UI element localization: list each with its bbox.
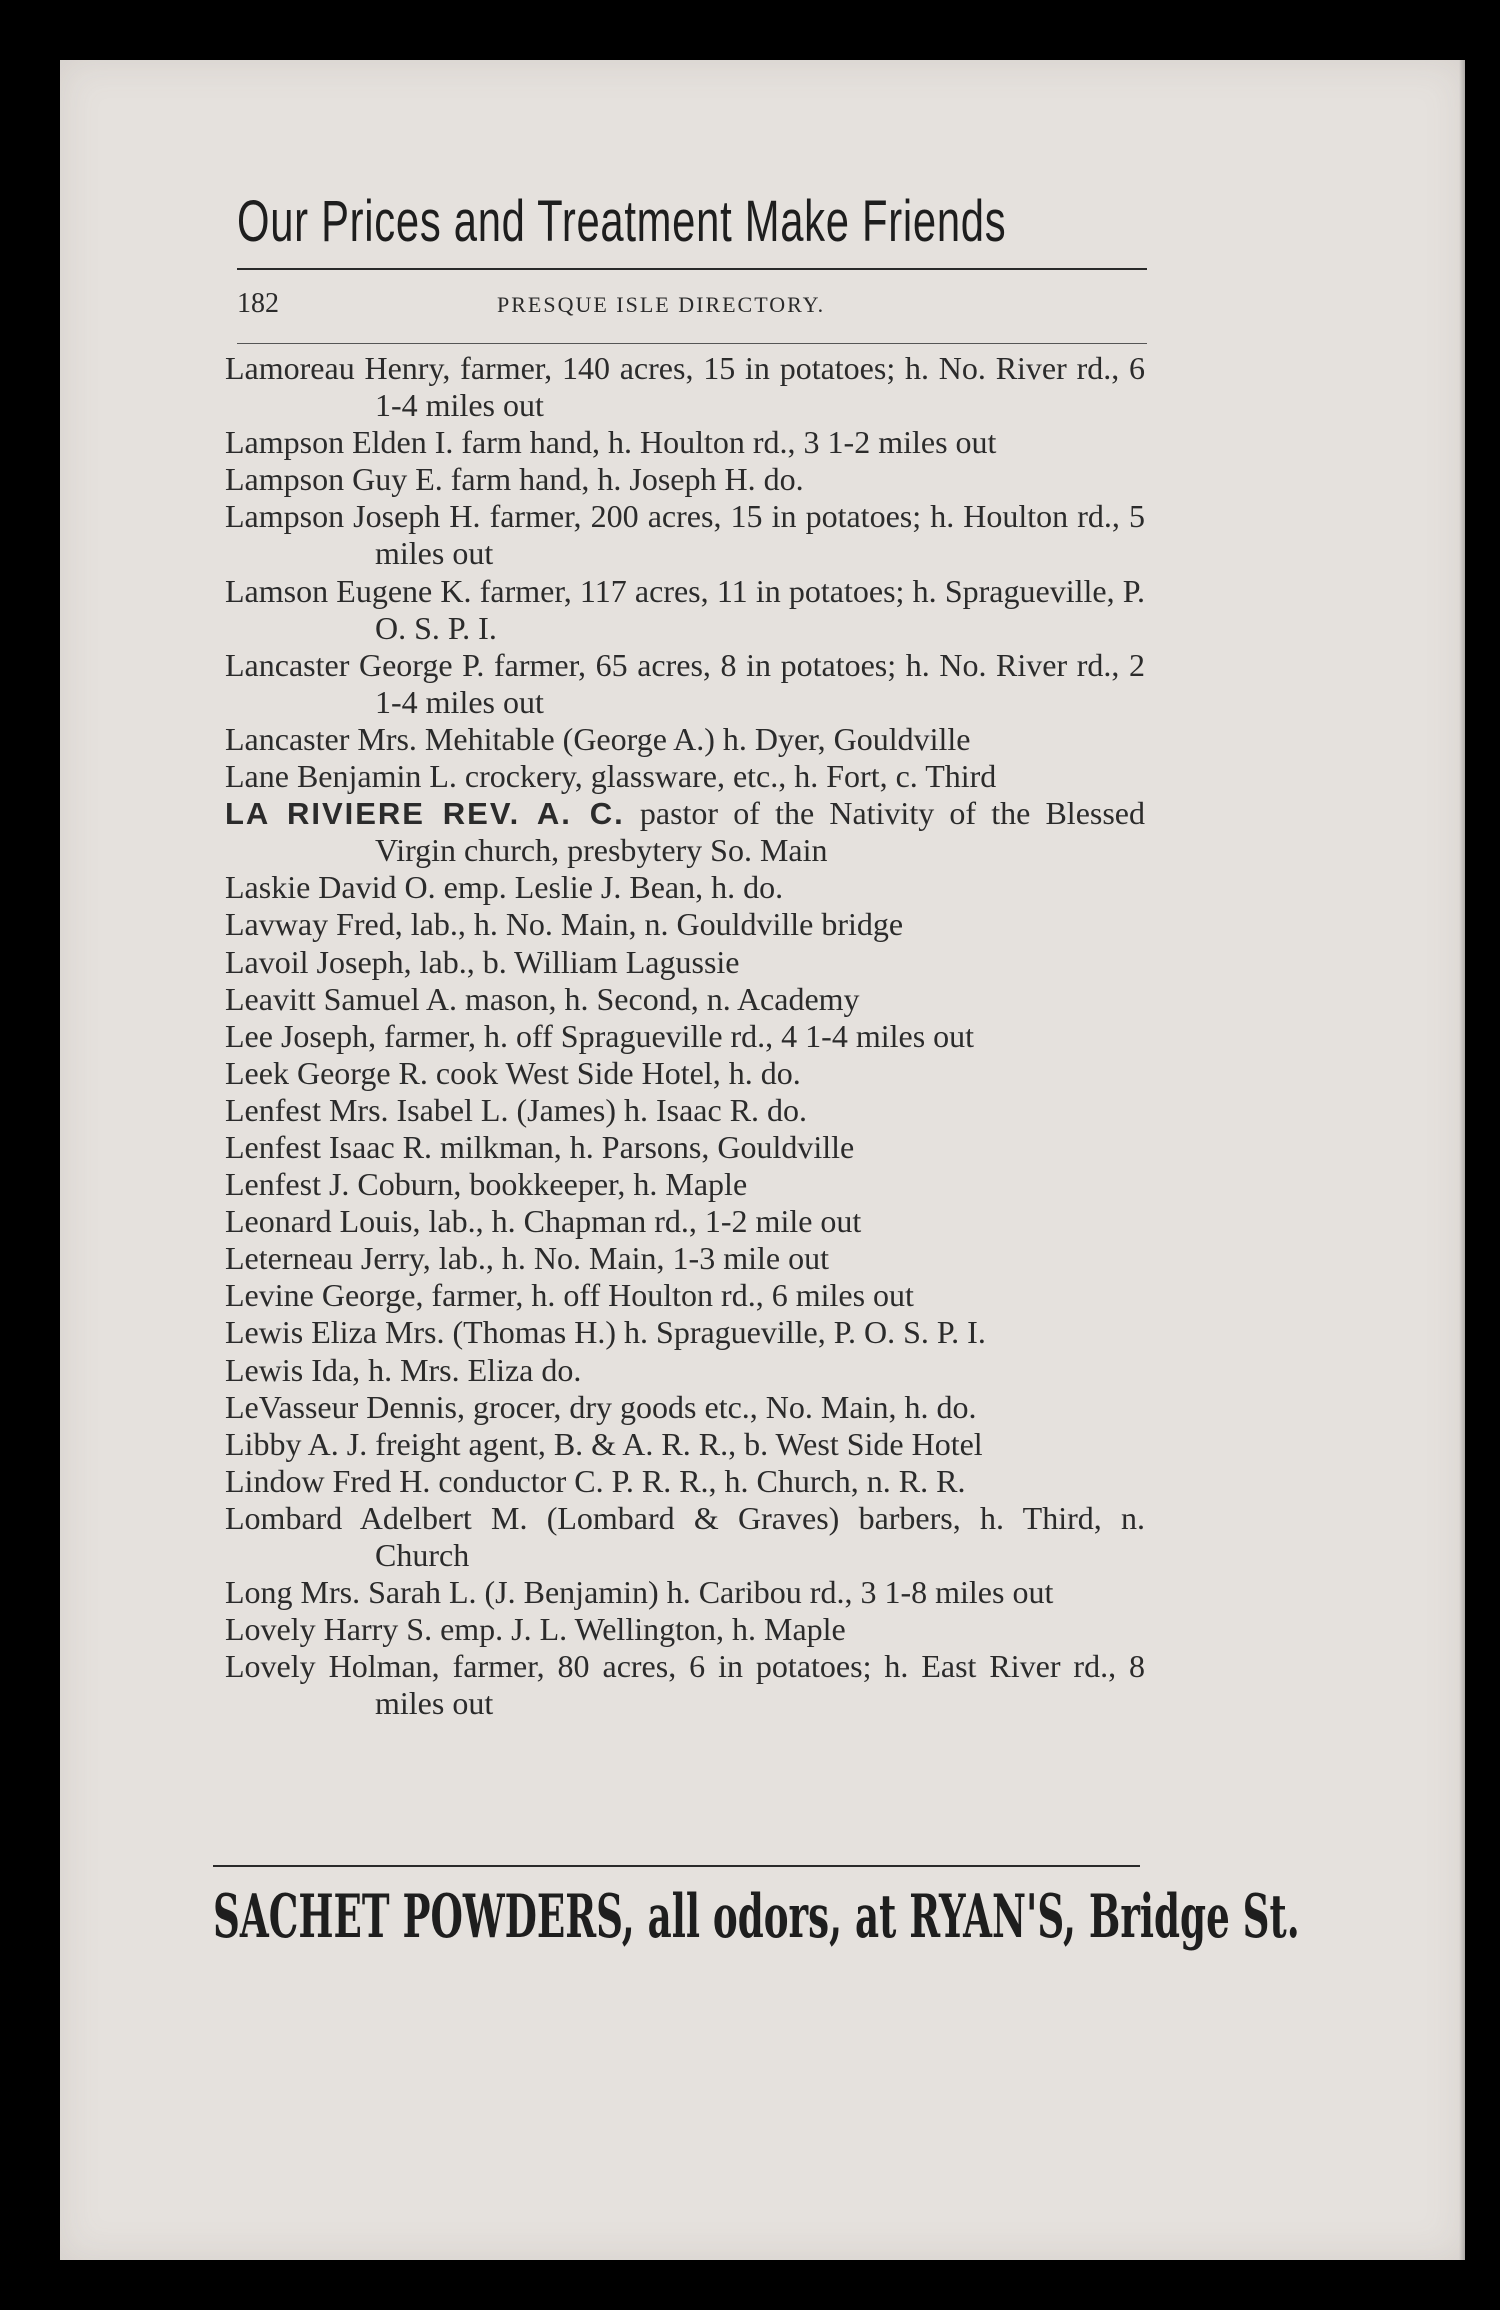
entry-name: Lamson Eugene K. <box>225 572 472 609</box>
entry-name: Lavway Fred, <box>225 906 403 943</box>
directory-entry <box>225 1314 1145 1351</box>
directory-entry <box>225 1166 1145 1203</box>
directory-entries <box>225 350 1145 1722</box>
entry-text: crockery, glassware, etc., h. Fort, c. Third <box>456 758 997 795</box>
entry-name: Lampson Elden I. <box>225 424 454 461</box>
entry-name: Lee Joseph, <box>225 1017 377 1054</box>
top-advertisement: Our Prices and Treatment Make Friends <box>237 189 1007 254</box>
entry-text: milkman, h. Parsons, Gouldville <box>432 1128 855 1165</box>
entry-name: Lenfest Isaac R. <box>225 1128 433 1165</box>
directory-entry <box>225 1055 1145 1092</box>
directory-entry <box>225 1277 1145 1314</box>
directory-entry <box>225 721 1145 758</box>
directory-entry <box>225 1203 1145 1240</box>
entry-text: h. Mrs. Eliza do. <box>360 1351 582 1388</box>
directory-entry <box>225 944 1145 981</box>
entry-text: conductor C. P. R. R., h. Church, n. R. R. <box>430 1462 966 1499</box>
directory-entry <box>225 424 1145 461</box>
directory-entry <box>225 350 1145 424</box>
entry-name: Lovely Harry S. <box>225 1611 433 1648</box>
entry-name: Lane Benjamin L. <box>225 758 457 795</box>
entry-name: Lovely Holman, <box>225 1648 440 1685</box>
directory-entry <box>225 1500 1145 1574</box>
entry-text: (George A.) h. Dyer, Gouldville <box>554 720 971 757</box>
entry-name: Lenfest J. Coburn, <box>225 1166 462 1203</box>
directory-entry <box>225 795 1145 869</box>
entry-text: lab., h. No. Main, n. Gouldville bridge <box>402 906 904 943</box>
entry-name: Lewis Ida, <box>225 1351 361 1388</box>
entry-text: farmer, h. off Houlton rd., 6 miles out <box>423 1277 914 1314</box>
directory-entry <box>225 758 1145 795</box>
entry-name: Libby A. J. <box>225 1425 368 1462</box>
entry-text: (James) h. Isaac R. do. <box>508 1091 808 1128</box>
directory-entry <box>225 647 1145 721</box>
entry-text: (Lombard & Graves) barbers, h. Third, n. Church <box>375 1499 1145 1573</box>
entry-name: Lancaster Mrs. Mehitable <box>225 720 555 757</box>
entry-text: farmer, 117 acres, 11 in potatoes; h. Spragueville, P. O. S. P. I. <box>375 572 1146 646</box>
entry-name: Lancaster George P. <box>225 646 485 683</box>
directory-entry <box>225 1240 1145 1277</box>
entry-name: Lewis Eliza Mrs. <box>225 1314 445 1351</box>
entry-text: (J. Benjamin) h. Caribou rd., 3 1-8 miles out <box>476 1574 1054 1611</box>
entry-text: farmer, 140 acres, 15 in potatoes; h. No. River rd., 6 1-4 miles out <box>375 350 1146 424</box>
top-rule <box>237 268 1147 270</box>
bottom-advertisement: SACHET POWDERS, all odors, at RYAN'S, Bridge St. <box>213 1882 1300 1952</box>
entry-text: grocer, dry goods etc., No. Main, h. do. <box>464 1388 977 1425</box>
directory-entry <box>225 1426 1145 1463</box>
directory-entry <box>225 981 1145 1018</box>
directory-entry <box>225 573 1145 647</box>
header-rule <box>237 343 1147 344</box>
entry-text: (Thomas H.) h. Spragueville, P. O. S. P. I. <box>444 1314 986 1351</box>
directory-entry <box>225 869 1145 906</box>
entry-name: Leavitt Samuel A. <box>225 980 457 1017</box>
entry-text: farm hand, h. Houlton rd., 3 1-2 miles out <box>453 424 997 461</box>
directory-entry <box>225 461 1145 498</box>
entry-name: Lindow Fred H. <box>225 1462 431 1499</box>
entry-text: lab., b. William Lagussie <box>411 943 740 980</box>
running-head: PRESQUE ISLE DIRECTORY. <box>497 292 826 317</box>
entry-text: farmer, h. off Spragueville rd., 4 1-4 miles out <box>376 1017 975 1054</box>
directory-entry <box>225 1018 1145 1055</box>
entry-text: bookkeeper, h. Maple <box>461 1166 748 1203</box>
entry-text: farmer, 80 acres, 6 in potatoes; h. East River rd., 8 miles out <box>375 1648 1146 1722</box>
entry-text: farm hand, h. Joseph H. do. <box>442 461 804 498</box>
entry-text: cook West Side Hotel, h. do. <box>427 1054 801 1091</box>
entry-text: emp. J. L. Wellington, h. Maple <box>432 1611 846 1648</box>
directory-entry <box>225 1389 1145 1426</box>
entry-name: Lampson Joseph H. <box>225 498 481 535</box>
entry-name: LA RIVIERE REV. A. C. <box>225 796 625 832</box>
entry-text: freight agent, B. & A. R. R., b. West Side Hotel <box>367 1425 983 1462</box>
directory-entry <box>225 906 1145 943</box>
page-header <box>237 288 1147 328</box>
entry-text: emp. Leslie J. Bean, h. do. <box>435 869 784 906</box>
entry-text: lab., h. Chapman rd., 1-2 mile out <box>420 1203 862 1240</box>
entry-name: Leterneau Jerry, <box>225 1240 431 1277</box>
directory-entry <box>225 1092 1145 1129</box>
entry-name: Leek George R. <box>225 1054 428 1091</box>
directory-entry <box>225 1129 1145 1166</box>
entry-name: Long Mrs. Sarah L. <box>225 1574 477 1611</box>
entry-name: Laskie David O. <box>225 869 436 906</box>
entry-text: mason, h. Second, n. Academy <box>456 980 860 1017</box>
entry-name: Lamoreau Henry, <box>225 350 451 386</box>
directory-entry <box>225 1648 1145 1722</box>
directory-entry <box>225 498 1145 572</box>
entry-name: Lavoil Joseph, <box>225 943 412 980</box>
entry-name: Lombard Adelbert M. <box>225 1499 528 1536</box>
directory-entry <box>225 1463 1145 1500</box>
entry-name: Lampson Guy E. <box>225 461 443 498</box>
page-number: 182 <box>237 288 279 319</box>
entry-text: farmer, 65 acres, 8 in potatoes; h. No. River rd., 2 1-4 miles out <box>375 646 1146 720</box>
directory-entry <box>225 1352 1145 1389</box>
entry-name: Leonard Louis, <box>225 1203 421 1240</box>
entry-name: Levine George, <box>225 1277 424 1314</box>
bottom-rule <box>213 1865 1140 1867</box>
entry-text: pastor of the Nativity of the Blessed Virgin church, presbytery So. Main <box>375 795 1146 869</box>
entry-text: lab., h. No. Main, 1-3 mile out <box>430 1240 829 1277</box>
directory-entry <box>225 1611 1145 1648</box>
entry-name: Lenfest Mrs. Isabel L. <box>225 1091 509 1128</box>
entry-text: farmer, 200 acres, 15 in potatoes; h. Houlton rd., 5 miles out <box>375 498 1146 572</box>
entry-name: LeVasseur Dennis, <box>225 1388 465 1425</box>
directory-entry <box>225 1574 1145 1611</box>
